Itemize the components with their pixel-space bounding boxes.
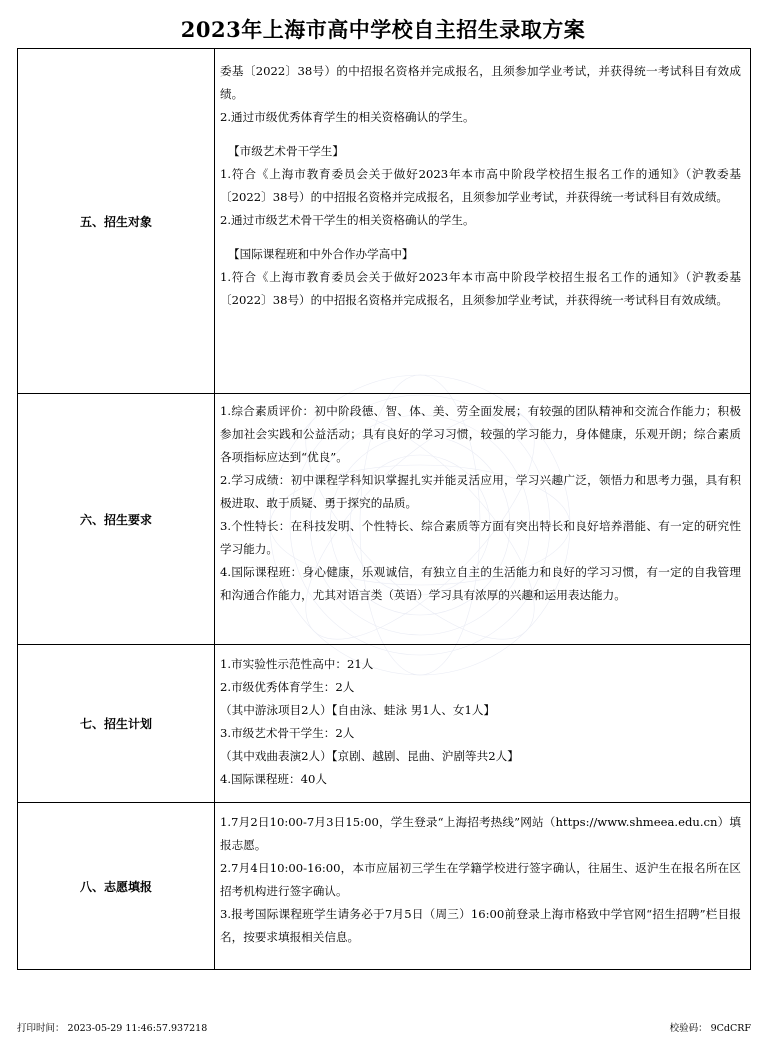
row-content (215, 645, 750, 802)
paragraph: 1.市实验性示范性高中：21人 (220, 657, 374, 671)
section-heading: 【国际课程班和中外合作办学高中】 (228, 247, 414, 261)
paragraph: 3.市级艺术骨干学生：2人 (220, 726, 355, 740)
paragraph: （其中游泳项目2人）【自由泳、蛙泳 男1人、女1人】 (220, 703, 496, 717)
paragraph: 2.通过市级艺术骨干学生的相关资格确认的学生。 (220, 213, 475, 227)
document-title: 2023年上海市高中学校自主招生录取方案 (180, 17, 586, 42)
paragraph: 1.7月2日10:00-7月3日15:00，学生登录“上海招考热线”网站（https://www.shmeea.edu.cn）填报志愿。 (220, 815, 741, 852)
section-heading: 【市级艺术骨干学生】 (228, 144, 344, 158)
table-row (18, 49, 750, 394)
paragraph: 4.国际课程班：身心健康，乐观诚信，有独立自主的生活能力和良好的学习习惯，有一定的自我管理和沟通合作能力，尤其对语言类（英语）学习具有浓厚的兴趣和运用表达能力。 (220, 565, 741, 602)
row-content (215, 803, 750, 969)
paragraph: 委基〔2022〕38号）的中招报名资格并完成报名，且须参加学业考试，并获得统一考试科目有效成绩。 (220, 64, 741, 101)
paragraph: 2.7月4日10:00-16:00，本市应届初三学生在学籍学校进行签字确认，往届生、返沪生在报名所在区招考机构进行签字确认。 (220, 861, 741, 898)
print-time: 打印时间： 2023-05-29 11:46:57.937218 (17, 1023, 208, 1034)
row-label: 六、招生要求 (18, 394, 215, 644)
paragraph: （其中戏曲表演2人）【京剧、越剧、昆曲、沪剧等共2人】 (220, 749, 519, 763)
row-content (215, 49, 750, 393)
row-label: 七、招生计划 (18, 645, 215, 802)
table-row (18, 803, 750, 969)
paragraph: 2.学习成绩：初中课程学科知识掌握扎实并能灵活应用，学习兴趣广泛，领悟力和思考力强，具有积极进取、敢于质疑、勇于探究的品质。 (220, 473, 741, 510)
check-code: 校验码： 9CdCRF (669, 1023, 751, 1034)
paragraph: 2.通过市级优秀体育学生的相关资格确认的学生。 (220, 110, 475, 124)
table-row (18, 645, 750, 803)
paragraph: 1.综合素质评价：初中阶段德、智、体、美、劳全面发展；有较强的团队精神和交流合作能力；积极参加社会实践和公益活动；具有良好的学习习惯，较强的学习能力，身体健康，乐观开朗；综合素质各项指标应达到“优良”。 (220, 404, 741, 464)
paragraph: 2.市级优秀体育学生：2人 (220, 680, 355, 694)
paragraph: 4.国际课程班：40人 (220, 772, 327, 786)
row-content (215, 394, 750, 644)
row-label: 八、志愿填报 (18, 803, 215, 969)
paragraph: 3.报考国际课程班学生请务必于7月5日（周三）16:00前登录上海市格致中学官网“招生招聘”栏目报名，按要求填报相关信息。 (220, 907, 741, 944)
paragraph: 1.符合《上海市教育委员会关于做好2023年本市高中阶段学校招生报名工作的通知》（沪教委基〔2022〕38号）的中招报名资格并完成报名，且须参加学业考试，并获得统一考试科目有效成绩。 (220, 270, 741, 307)
admission-table (17, 48, 751, 970)
table-row (18, 394, 750, 645)
paragraph: 1.符合《上海市教育委员会关于做好2023年本市高中阶段学校招生报名工作的通知》（沪教委基〔2022〕38号）的中招报名资格并完成报名，且须参加学业考试，并获得统一考试科目有效成绩。 (220, 167, 741, 204)
paragraph: 3.个性特长：在科技发明、个性特长、综合素质等方面有突出特长和良好培养潜能、有一定的研究性学习能力。 (220, 519, 741, 556)
row-label: 五、招生对象 (18, 49, 215, 393)
